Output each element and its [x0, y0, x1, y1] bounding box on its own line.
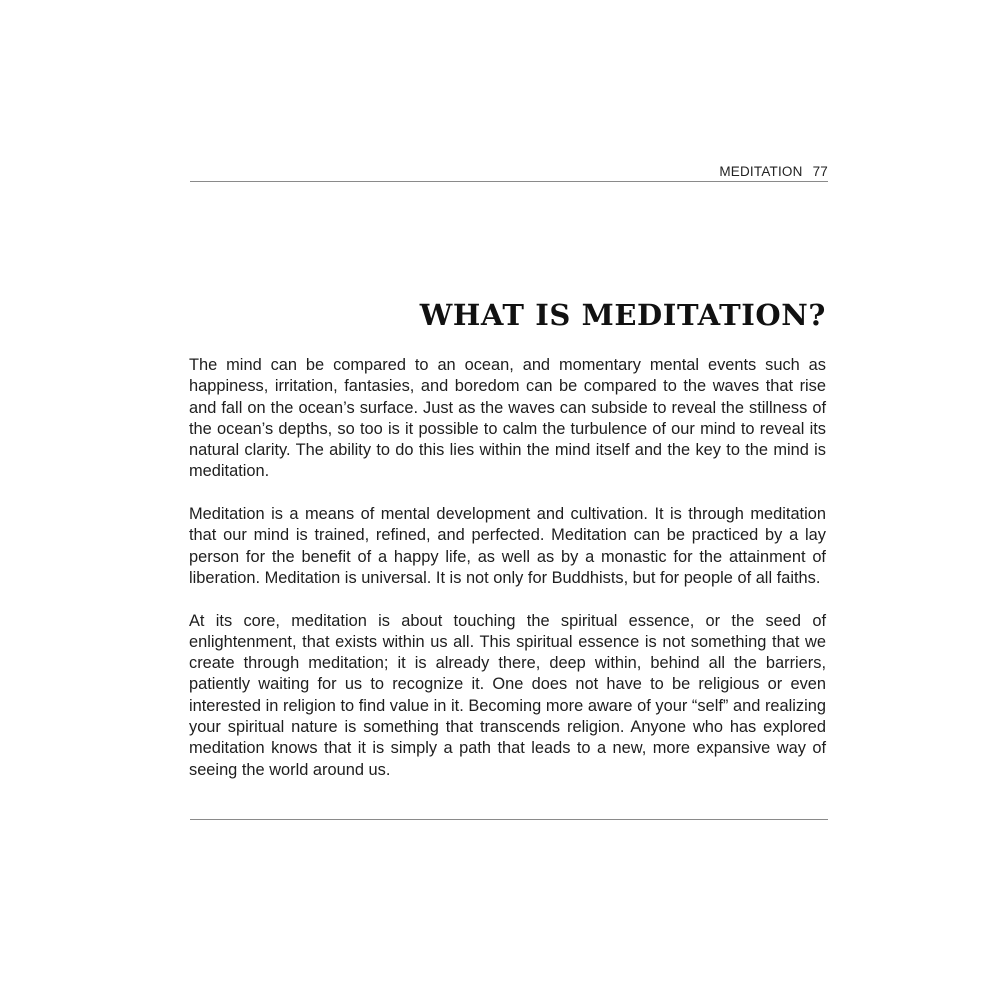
running-header [190, 164, 828, 179]
chapter-title: WHAT IS MEDITATION? [419, 298, 826, 332]
page-number: 77 [812, 164, 828, 179]
body-text [189, 355, 826, 802]
running-title: MEDITATION [719, 164, 803, 179]
paragraph-3: At its core, meditation is about touching the spiritual essence, or the seed of enlightenment, that exists within us all. This spiritual essence is not something that we create through meditation; it is already there, deep within, behind all the barriers, patiently waiting for us to recognize it. One does not have to be religious or even interested in religion to find value in it. Becoming more aware of your “self” and realizing your spiritual nature is something that transcends religion. Anyone who has explored meditation knows that it is simply a path that leads to a new, more expansive way of seeing the world around us. [189, 611, 826, 779]
paragraph-1: The mind can be compared to an ocean, and momentary mental events such as happiness, irritation, fantasies, and boredom can be compared to the waves that rise and fall on the ocean’s surface. Just as the waves can subside to reveal the stillness of the ocean’s depths, so too is it possible to calm the turbulence of our mind to reveal its natural clarity. The ability to do this lies within the mind itself and the key to the mind is meditation. [189, 356, 826, 481]
header-divider [190, 181, 828, 182]
footer-divider [190, 819, 828, 820]
paragraph-2: Meditation is a means of mental development and cultivation. It is through meditation that our mind is trained, refined, and perfected. Meditation can be practiced by a lay person for the benefit of a happy life, as well as by a monastic for the attainment of liberation. Meditation is universal. It is not only for Buddhists, but for people of all faiths. [189, 505, 826, 587]
